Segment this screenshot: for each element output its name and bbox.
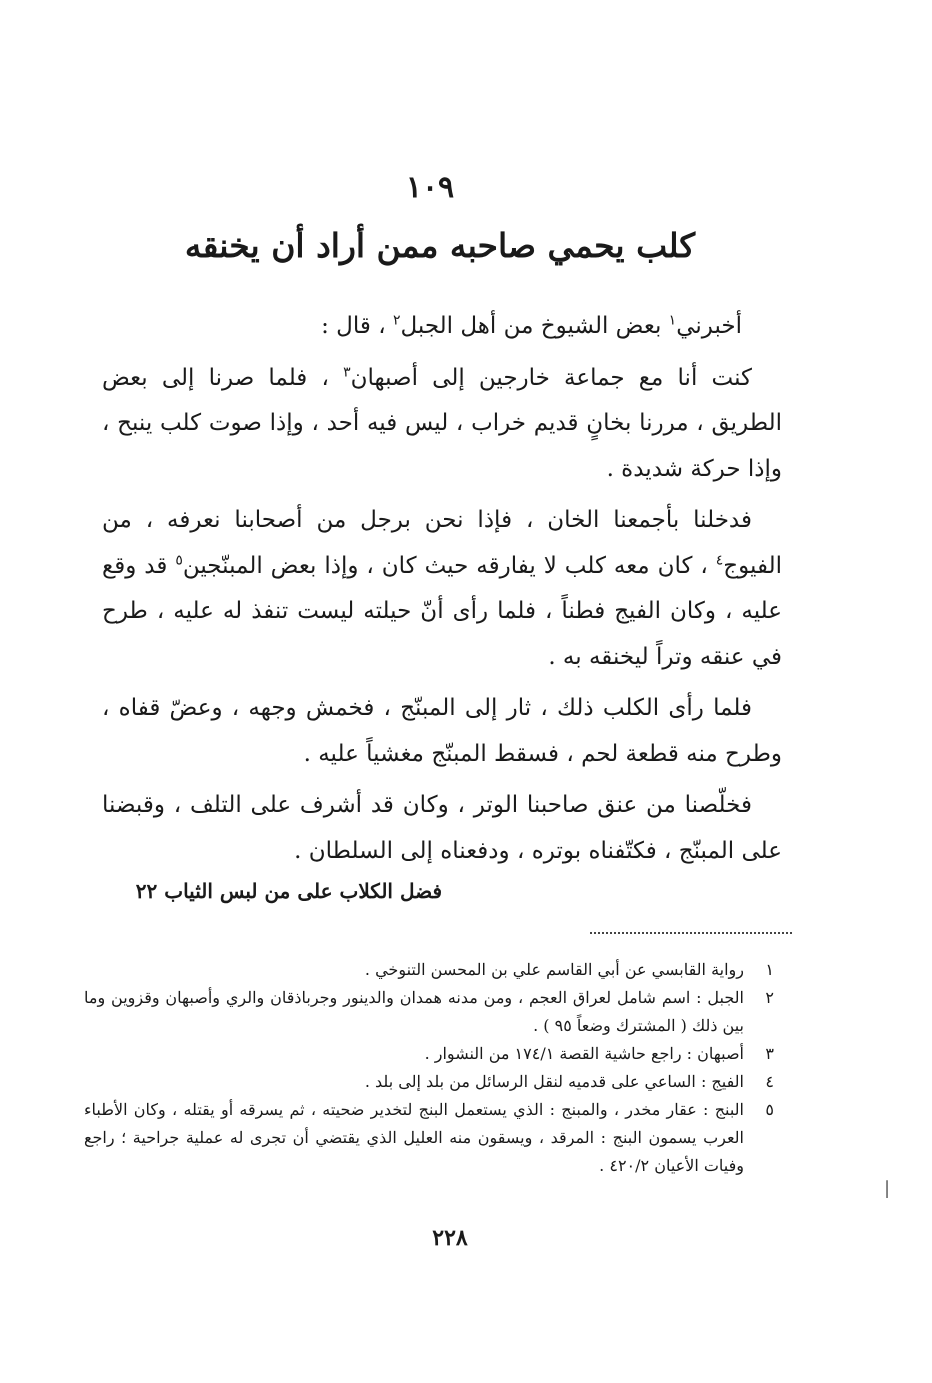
footnote-item xyxy=(84,956,774,984)
text-run: فدخلنا بأجمعنا الخان ، فإذا نحن برجل من أصحابنا نعرفه ، من الفيوج xyxy=(102,507,782,579)
text-run: أخبرني xyxy=(676,313,742,339)
cross-reference: فضل الكلاب على من لبس الثياب ٢٢ xyxy=(135,879,442,903)
footnote-marker[interactable]: ٣ xyxy=(343,363,351,380)
story-paragraph xyxy=(102,304,782,350)
margin-mark: | xyxy=(884,1178,891,1199)
footnote-item xyxy=(84,1040,774,1068)
footnote-item xyxy=(84,1096,774,1180)
footnote-text: البنج : عقار مخدر ، والمبنج : الذي يستعمل البنج لتخدير ضحيته ، ثم يسرقه أو يقتله ، وكان الأطباء العرب يسمون البنج : المرقد ، ويسقون منه العليل الذي يقتضي أن تجرى له عملية جراحية ؛ راجع وفيات الأعيان ٤٢٠/٢ . xyxy=(84,1100,745,1175)
text-run: كنت أنا مع جماعة خارجين إلى أصبهان xyxy=(350,364,752,391)
story-paragraph xyxy=(102,498,782,680)
story-number: ١٠٩ xyxy=(405,170,455,205)
footnote-marker[interactable]: ٥ xyxy=(175,551,183,568)
footnote-number: ٢ xyxy=(765,988,774,1007)
footnote-marker[interactable]: ١ xyxy=(668,312,677,329)
text-run: ، فلما صرنا إلى بعض الطريق ، مررنا بخانٍ قديم خراب ، ليس فيه أحد ، وإذا صوت كلب ينبح ، وإذا حركة شديدة . xyxy=(102,364,782,482)
footnote-item xyxy=(84,984,774,1040)
text-run: ، قال : xyxy=(321,313,393,339)
footnote-item xyxy=(84,1068,774,1096)
footnote-text: الفيج : الساعي على قدميه لنقل الرسائل من بلد إلى بلد . xyxy=(364,1072,744,1091)
text-run: قد وقع عليه ، وكان الفيج فطناً ، فلما رأى أنّ حيلته ليست تنفذ له عليه ، طرح في عنقه وتراً ليخنقه به . xyxy=(102,552,782,670)
footnote-number: ٣ xyxy=(765,1044,774,1063)
footnote-text: رواية القابسي عن أبي القاسم علي بن المحسن التنوخي . xyxy=(364,960,744,979)
story-body xyxy=(102,304,782,880)
text-run: فلما رأى الكلب ذلك ، ثار إلى المبنّج ، فخمش وجهه ، وعضّ قفاه ، وطرح منه قطعة لحم ، فسقط المبنّج مغشياً عليه . xyxy=(102,695,782,767)
footnote-marker[interactable]: ٢ xyxy=(392,312,401,329)
footnote-text: أصبهان : راجع حاشية القصة ١٧٤/١ من النشوار . xyxy=(424,1044,744,1063)
footnote-text: الجبل : اسم شامل لعراق العجم ، ومن مدنه همدان والدينور وجرباذقان والري وأصبهان وقزوين وما بين ذلك ( المشترك وضعاً ٩٥ ) . xyxy=(84,988,744,1035)
text-run: فخلّصنا من عنق صاحبنا الوتر ، وكان قد أشرف على التلف ، وقبضنا على المبنّج ، فكتّفناه بوتره ، ودفعناه إلى السلطان . xyxy=(102,792,782,864)
story-paragraph xyxy=(102,783,782,874)
story-paragraph xyxy=(102,356,782,493)
text-run: بعض الشيوخ من أهل الجبل xyxy=(400,313,669,339)
footnote-number: ١ xyxy=(765,960,774,979)
footnote-marker[interactable]: ٤ xyxy=(715,551,724,568)
page-number: ٢٢٨ xyxy=(432,1225,468,1251)
story-title: كلب يحمي صاحبه ممن أراد أن يخنقه xyxy=(184,226,696,265)
footnote-separator xyxy=(590,932,792,934)
footnote-number: ٤ xyxy=(765,1072,774,1091)
footnote-number: ٥ xyxy=(765,1100,774,1119)
text-run: ، كان معه كلب لا يفارقه حيث كان ، وإذا بعض المبنّجين xyxy=(182,552,716,579)
story-paragraph xyxy=(102,686,782,777)
footnotes-list xyxy=(84,956,774,1180)
